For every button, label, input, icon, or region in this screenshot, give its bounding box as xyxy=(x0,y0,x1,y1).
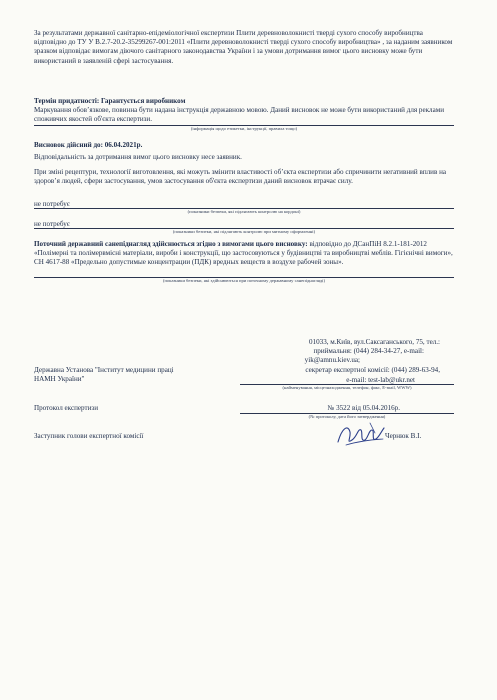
institution-name-line1: Державна Установа "Інститут медицини праці xyxy=(34,366,174,374)
control-border-caption: (показники безпеки, які підлягають контролю на кордоні) xyxy=(187,209,301,214)
institution-address-line2: приймальня: (044) 284-34-27, e-mail: xyxy=(313,347,424,355)
intro-paragraph: За результатами державної санітарно-епідеміологічної експертизи Плити деревноволокнисті тверді сухого способу виробництва відповідно до ТУ У В.2.7-20.2-35299267-001:2011 «Плити деревноволокнисті тверді сухого способу виробництва» , за наданим заявником зразком відповідає вимогам діючого санітарного законодавства України і за умови дотримання вимог цього висновку може бути використаний в заявленій сфері застосування. xyxy=(34,29,453,65)
control-production-caption: (показники безпеки, які підлягають контролю при митному оформленні) xyxy=(172,229,316,234)
institution-name-line2: НАМН України" xyxy=(34,375,85,383)
institution-address-line5: e-mail: test-lab@ukr.net xyxy=(346,376,415,384)
protocol-label: Протокол експертизи xyxy=(34,404,98,412)
protocol-caption: (№ протоколу, дата його затвердження) xyxy=(308,414,386,419)
current-supervision-heading: Поточний державний санепіднагляд здійснюється згідно з вимогами цього висновку: xyxy=(34,240,308,248)
current-supervision-body: відповідно до ДСанПіН 8.2.1-181-2012 «Полімерні та полімервмісні матеріали, вироби і конструкції, що застосовуються у будівництві та виробництві меблів. Гігієнічні вимоги», СН 4617-88 «Предельно допустимые концентрации (ПДК) вредных веществ в воздухе рабочей зоны». xyxy=(34,240,453,267)
control-border-value: не потребує xyxy=(34,200,70,208)
control-production-value: не потребує xyxy=(34,220,70,228)
validity-changes: При зміні рецептури, технології виготовлення, які можуть змінити властивості об’єкта експертизи або спричинити негативний вплив на здоров’я людей, сфери застосування, умов застосування об'єкта експертизи даний висновок втрачає силу. xyxy=(34,168,447,186)
shelf-life-body: Маркування обов’язкове, повинна бути надана інструкція державною мовою. Даний висновок не може бути використаний для реклами споживчих якостей об'єкта експертизи. xyxy=(34,106,445,124)
institution-address-line1: 01033, м.Київ, вул.Саксаганського, 75, тел.: xyxy=(309,338,440,346)
protocol-value: № 3522 від 05.04.2016р. xyxy=(327,404,400,412)
institution-address-line4: секретар експертної комісії: (044) 289-63-94, xyxy=(305,366,440,374)
shelf-life-caption: (інформація щодо етикетки, інструкції, правила тощо) xyxy=(190,126,298,131)
institution-address-line3: yik@amnu.kiev.ua; xyxy=(304,356,360,364)
current-supervision-caption: (показники безпеки, які здійснюються при поточному державному санепіднагляді) xyxy=(163,278,325,283)
current-supervision xyxy=(34,240,454,268)
signatory-label: Заступник голови експертної комісії xyxy=(34,432,144,440)
signatory-name: Чернюк В.І. xyxy=(385,432,422,440)
validity-responsibility: Відповідальність за дотримання вимог цього висновку несе заявник. xyxy=(34,153,242,161)
signature-mark-icon xyxy=(330,418,390,452)
validity-heading: Висновок дійсний до: 06.04.2021р. xyxy=(34,141,143,149)
institution-caption: (найменування, місцезнаходження, телефон, факс, E-mail, WWW) xyxy=(282,385,412,390)
shelf-life-heading: Термін придатності: Гарантується виробником xyxy=(34,97,186,105)
